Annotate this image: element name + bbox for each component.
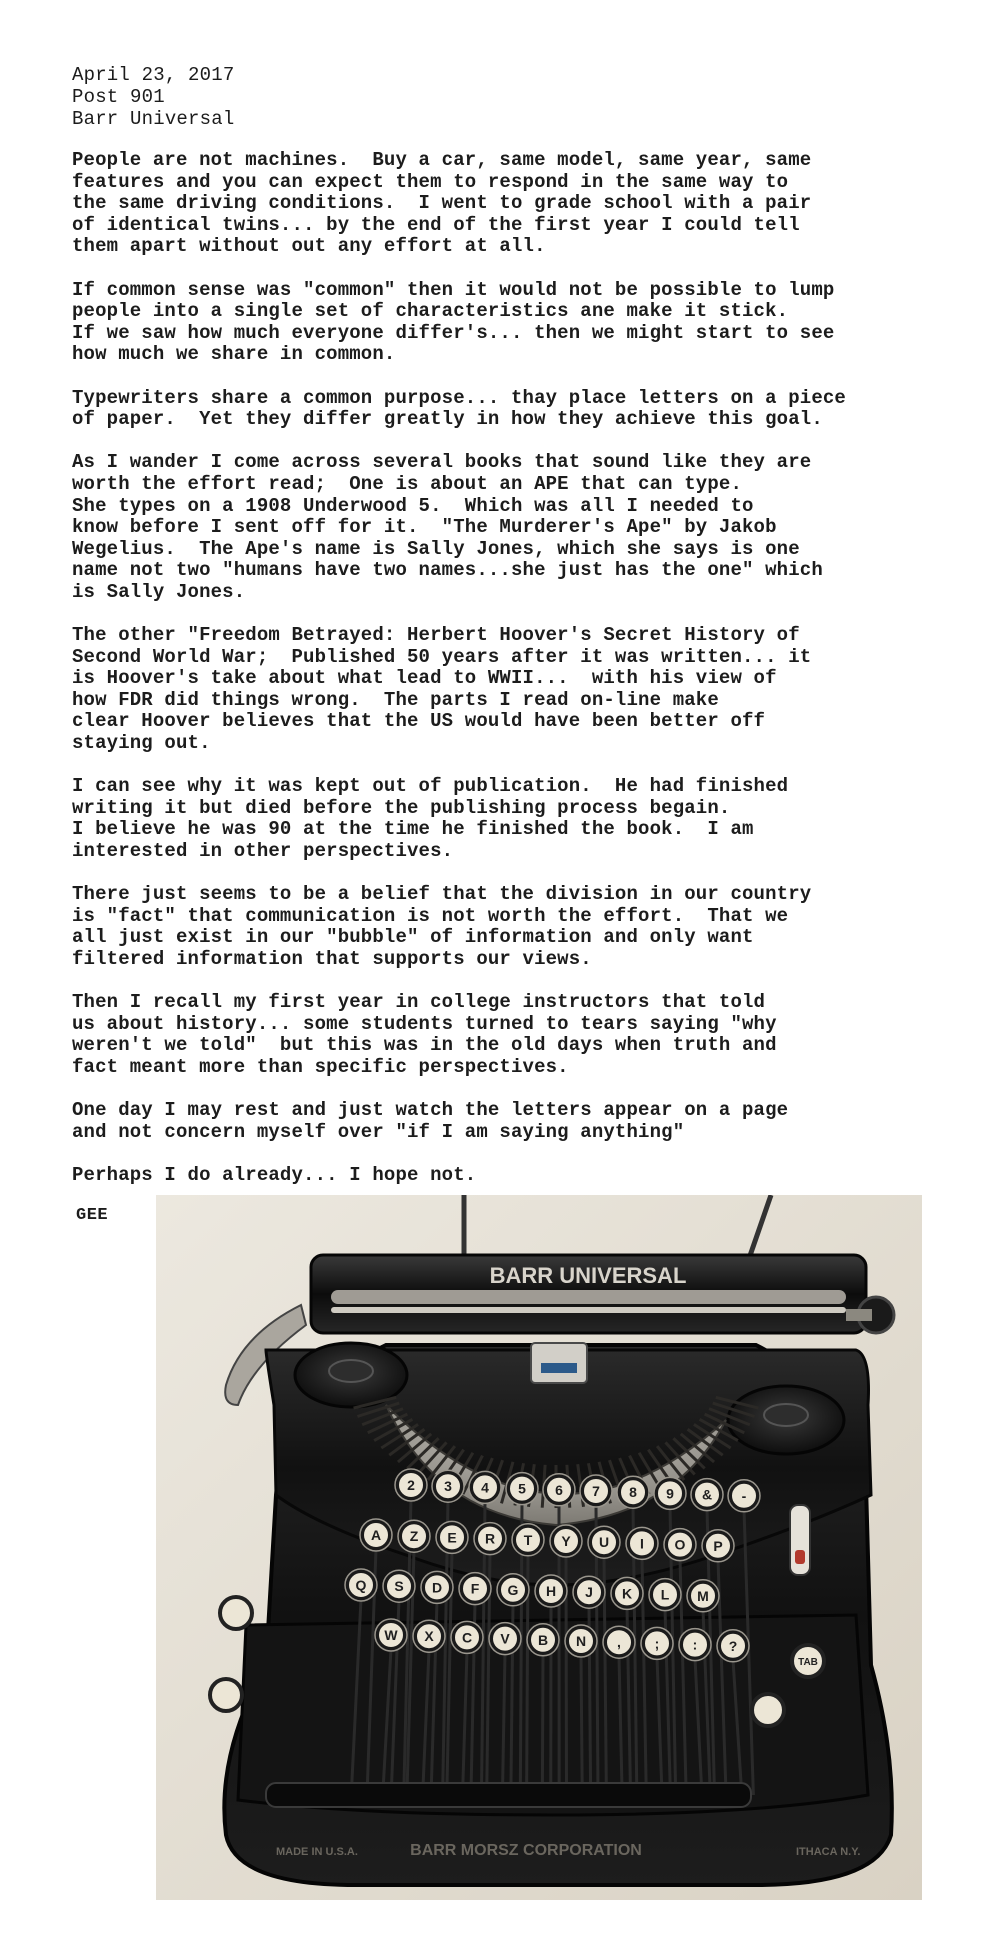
key-label: Y: [561, 1533, 571, 1549]
letter-line: There just seems to be a belief that the division in our country: [72, 883, 812, 906]
typewriter-key: [489, 1623, 521, 1655]
key-label: H: [545, 1583, 557, 1599]
letter-line: weren't we told" but this was in the old days when truth and: [72, 1034, 777, 1057]
letter-line: and not concern myself over "if I am saying anything": [72, 1120, 685, 1143]
typewriter-key: [617, 1476, 649, 1508]
key-label: -: [741, 1487, 747, 1504]
letter-line: people into a single set of characteristics ane make it stick.: [72, 300, 789, 323]
typewriter-key: [535, 1575, 567, 1607]
key-label: ;: [654, 1635, 660, 1652]
letter-line: Perhaps I do already... I hope not.: [72, 1163, 477, 1186]
typewriter-key: [687, 1580, 719, 1612]
letter-paragraph: [72, 1100, 952, 1143]
shift-key-left: [210, 1679, 242, 1711]
ribbon-vibrator: [541, 1363, 577, 1373]
letter-line: clear Hoover believes that the US would have been better off: [72, 710, 766, 733]
knob-shaft: [846, 1309, 872, 1321]
letter-line: staying out.: [72, 732, 211, 755]
typewriter-key: [641, 1627, 673, 1659]
typewriter-key: [436, 1521, 468, 1553]
post-number: Post 901: [72, 86, 165, 108]
letter-paragraph: [72, 776, 952, 862]
key-label: W: [384, 1627, 398, 1643]
key-label: S: [394, 1578, 404, 1595]
key-lever: [581, 1655, 582, 1795]
typewriter-key: [506, 1473, 538, 1505]
key-label: 7: [592, 1483, 600, 1499]
key-label: 9: [666, 1485, 674, 1502]
letter-line: If we saw how much everyone differ's... then we might start to see: [72, 321, 835, 344]
key-label: C: [461, 1629, 473, 1646]
typewriter-key: [395, 1469, 427, 1501]
typewriter-key: [728, 1480, 760, 1512]
letter-line: Typewriters share a common purpose... thay place letters on a piece: [72, 386, 846, 409]
letter-line: name not two "humans have two names...she just has the one" which: [72, 559, 823, 582]
letter-line: is Sally Jones.: [72, 580, 246, 603]
signature: GEE: [76, 1206, 109, 1225]
typewriter-key: [527, 1624, 559, 1656]
typewriter-key: [626, 1527, 658, 1559]
letter-line: She types on a 1908 Underwood 5. Which was all I needed to: [72, 494, 754, 517]
typewriter-key: [474, 1523, 506, 1555]
key-label: 8: [629, 1484, 637, 1501]
key-label: L: [660, 1586, 670, 1603]
letter-line: People are not machines. Buy a car, same model, same year, same: [72, 149, 812, 171]
right-ribbon-spool: [728, 1386, 844, 1454]
key-label: Z: [409, 1528, 419, 1545]
typewriter-key: [360, 1519, 392, 1551]
letter-line: the same driving conditions. I went to grade school with a pair: [72, 192, 812, 215]
letter-line: filtered information that supports our views.: [72, 947, 592, 970]
letter-body: [72, 150, 952, 1208]
letter-paragraph: [72, 150, 952, 258]
typewriter-key: [717, 1630, 749, 1662]
letter-line: how much we share in common.: [72, 343, 396, 366]
key-label: G: [507, 1581, 519, 1598]
letter-paragraph: [72, 884, 952, 970]
key-label: M: [697, 1587, 709, 1604]
typewriter-key: [649, 1579, 681, 1611]
letter-line: them apart without out any effort at all.: [72, 235, 546, 258]
letter-line: The other "Freedom Betrayed: Herbert Hoover's Secret History of: [72, 624, 800, 647]
shift-key-right: [752, 1694, 784, 1726]
key-label: D: [431, 1579, 443, 1596]
typewriter-key: [588, 1526, 620, 1558]
key-label: ?: [728, 1637, 738, 1654]
letter-line: I can see why it was kept out of publication. He had finished: [72, 775, 789, 798]
key-label: ,: [617, 1634, 621, 1651]
typewriter-key: [691, 1479, 723, 1511]
letter-line: Wegelius. The Ape's name is Sally Jones, which she says is one: [72, 537, 800, 560]
typewriter-key: [664, 1529, 696, 1561]
typewriter-key: [459, 1573, 491, 1605]
typewriter-key: [375, 1619, 407, 1651]
key-label: K: [621, 1585, 633, 1602]
brand-label: BARR UNIVERSAL: [489, 1263, 687, 1288]
key-label: Q: [355, 1577, 367, 1593]
key-label: :: [692, 1636, 698, 1653]
indicator-red: [795, 1550, 805, 1564]
key-label: 3: [444, 1478, 452, 1495]
letter-line: As I wander I come across several books that sound like they are: [72, 451, 812, 474]
letter-date: April 23, 2017: [72, 64, 235, 86]
tab-key: [792, 1645, 824, 1677]
letter-line: of identical twins... by the end of the first year I could tell: [72, 213, 800, 236]
typewriter-photo: [156, 1195, 922, 1900]
letter-line: fact meant more than specific perspectives.: [72, 1055, 569, 1078]
key-label: B: [537, 1631, 549, 1648]
letter-paragraph: [72, 388, 952, 431]
typewriter-key: [679, 1629, 711, 1661]
platen-bar: [331, 1290, 846, 1304]
key-label: T: [523, 1531, 533, 1548]
key-label: A: [370, 1527, 382, 1543]
key-label: U: [598, 1534, 610, 1551]
letter-line: One day I may rest and just watch the letters appear on a page: [72, 1099, 789, 1122]
key-label: 6: [555, 1481, 563, 1498]
key-label: 4: [481, 1479, 489, 1496]
letter-line: know before I sent off for it. "The Murderer's Ape" by Jakob: [72, 516, 777, 539]
typewriter-key: [497, 1574, 529, 1606]
letter-line: us about history... some students turned to tears saying "why: [72, 1012, 777, 1035]
letter-line: features and you can expect them to respond in the same way to: [72, 170, 789, 193]
letter-paragraph: [72, 452, 952, 603]
letter-paragraph: [72, 1165, 952, 1187]
typewriter-key: [421, 1571, 453, 1603]
key-label: N: [575, 1633, 587, 1649]
svg-text:TAB: TAB: [798, 1657, 818, 1668]
letter-paragraph: [72, 992, 952, 1078]
paper-bail: [331, 1307, 846, 1313]
key-label: V: [500, 1630, 510, 1647]
key-label: X: [424, 1628, 434, 1645]
key-label: O: [674, 1536, 686, 1553]
letter-line: Then I recall my first year in college instructors that told: [72, 991, 766, 1014]
city-label: ITHACA N.Y.: [796, 1846, 861, 1858]
letter-line: of paper. Yet they differ greatly in how they achieve this goal.: [72, 408, 823, 431]
key-label: 2: [407, 1477, 415, 1493]
key-label: 5: [518, 1480, 526, 1497]
typewriter-key: [580, 1475, 612, 1507]
letter-line: I believe he was 90 at the time he finished the book. I am: [72, 818, 754, 841]
letter-line: writing it but died before the publishing process begain.: [72, 796, 731, 819]
letter-header: [72, 64, 234, 130]
typewriter-key: [432, 1470, 464, 1502]
typewriter-key: [398, 1520, 430, 1552]
typewriter-key: [550, 1525, 582, 1557]
typewriter-key: [573, 1576, 605, 1608]
key-label: R: [484, 1530, 496, 1547]
typewriter-key: [702, 1530, 734, 1562]
letter-paragraph: [72, 280, 952, 366]
typewriter-key: [654, 1477, 686, 1509]
ribbon-indicator: [790, 1505, 810, 1575]
typewriter-key: [451, 1621, 483, 1653]
typewriter-key: [383, 1570, 415, 1602]
typewriter-name: Barr Universal: [72, 108, 235, 130]
space-bar: [266, 1783, 751, 1807]
letter-line: interested in other perspectives.: [72, 840, 454, 862]
typewriter-key: [565, 1625, 597, 1657]
key-label: &: [701, 1486, 713, 1503]
letter-line: all just exist in our "bubble" of information and only want: [72, 926, 754, 949]
letter-paragraph: [72, 625, 952, 755]
typewriter-key: [413, 1620, 445, 1652]
letter-line: Second World War; Published 50 years after it was written... it: [72, 645, 812, 668]
letter-line: If common sense was "common" then it would not be possible to lump: [72, 278, 835, 301]
key-label: I: [640, 1535, 644, 1552]
key-label: P: [713, 1537, 723, 1554]
key-label: J: [585, 1584, 593, 1601]
key-label: F: [470, 1580, 480, 1597]
letter-line: how FDR did things wrong. The parts I read on-line make: [72, 688, 719, 711]
key-lever: [542, 1654, 543, 1795]
typewriter-key: [345, 1569, 377, 1601]
key-label: E: [447, 1529, 457, 1546]
letter-line: worth the effort read; One is about an APE that can type.: [72, 472, 743, 495]
typewriter-key: [512, 1524, 544, 1556]
letter-line: is "fact" that communication is not worth the effort. That we: [72, 904, 789, 927]
typewriter-key: [543, 1474, 575, 1506]
typewriter-key: [469, 1471, 501, 1503]
letter-line: is Hoover's take about what lead to WWII... with his view of: [72, 667, 777, 690]
base-brand-label: BARR MORSZ CORPORATION: [410, 1842, 642, 1859]
shift-lock-key: [220, 1597, 252, 1629]
typewriter-key: [611, 1577, 643, 1609]
typewriter-key: [603, 1626, 635, 1658]
made-in-label: MADE IN U.S.A.: [276, 1846, 358, 1858]
